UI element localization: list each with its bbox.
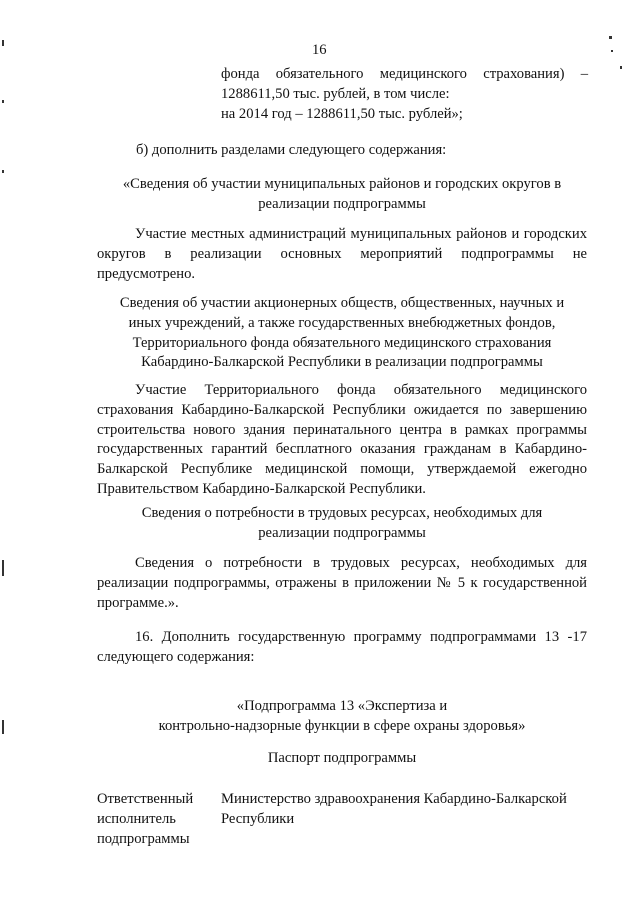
scan-artifact-right-3 <box>620 66 622 69</box>
section2-heading-line-3: Территориального фонда обязательного медицинского страхования <box>132 334 552 351</box>
section3-heading-line-2: реализации подпрограммы <box>258 524 426 541</box>
section1-body-line-2: округов в реализации основных мероприятий подпрограммы не <box>97 245 587 262</box>
item-16 <box>97 628 587 668</box>
section1-heading-line-2: реализации подпрограммы <box>258 195 426 212</box>
section3-body-line-3: программе.». <box>97 594 179 611</box>
fund-continuation <box>221 65 588 124</box>
section2-body-line-1: Участие Территориального фонда обязательного медицинского <box>135 382 587 398</box>
section2-heading-line-4: Кабардино-Балкарской Республики в реализации подпрограммы <box>141 354 543 371</box>
passport-row-label <box>97 789 193 849</box>
scan-artifact-right-2 <box>611 50 613 52</box>
passport-title: Паспорт подпрограммы <box>267 750 417 766</box>
section2-body-line-5: Балкарской Республике медицинской помощи, утверждаемой ежегодно <box>97 461 587 478</box>
scan-artifact-left-2 <box>2 100 4 103</box>
passport-label-line-1: Ответственный <box>97 791 194 807</box>
section2-body-line-2: страхования Кабардино-Балкарской Республики ожидается по завершению <box>97 401 587 418</box>
scan-artifact-right-1 <box>609 36 612 39</box>
section1-body-line-1: Участие местных администраций муниципальных районов и городских <box>135 226 587 242</box>
section1-heading-line-1: «Сведения об участии муниципальных районов и городских округов в <box>122 176 562 192</box>
item-b-text: б) дополнить разделами следующего содержания: <box>136 142 447 158</box>
section2-heading-line-1: Сведения об участии акционерных обществ, общественных, научных и <box>119 295 565 311</box>
section2-body-line-3: строительства нового здания перинатального центра в рамках программы <box>97 421 587 438</box>
section2-body-line-4: государственных гарантий бесплатного оказания гражданам в Кабардино- <box>97 441 587 458</box>
subprogram-title <box>97 697 587 737</box>
passport-label-line-3: подпрограммы <box>97 831 190 847</box>
passport-value-line-2: Республики <box>221 811 295 827</box>
scan-artifact-left-3 <box>2 170 4 173</box>
section3-body-line-1: Сведения о потребности в трудовых ресурсах, необходимых для <box>135 555 587 571</box>
item-16-line-2: следующего содержания: <box>97 648 255 665</box>
passport-label-line-2: исполнитель <box>97 811 176 827</box>
section1-body <box>97 225 587 284</box>
section2-heading-line-2: иных учреждений, а также государственных внебюджетных фондов, <box>128 314 556 331</box>
item-16-line-1: 16. Дополнить государственную программу подпрограммами 13 -17 <box>135 629 587 645</box>
section3-body-line-2: реализации подпрограммы, отражены в приложении № 5 к государственной <box>97 574 587 591</box>
section1-heading <box>97 175 587 215</box>
fund-line-1: фонда обязательного медицинского страхования) – <box>221 66 588 82</box>
section3-heading <box>97 504 587 544</box>
scan-artifact-left-1 <box>2 40 4 46</box>
section1-body-line-3: предусмотрено. <box>97 265 196 282</box>
fund-line-2: 1288611,50 тыс. рублей, в том числе: <box>221 85 450 102</box>
scan-artifact-left-5 <box>2 720 4 734</box>
passport-value-line-1: Министерство здравоохранения Кабардино-Балкарской <box>221 791 567 807</box>
fund-line-3: на 2014 год – 1288611,50 тыс. рублей»; <box>221 105 463 122</box>
section3-body <box>97 554 587 613</box>
subprogram-title-line-2: контрольно-надзорные функции в сфере охраны здоровья» <box>158 717 526 734</box>
page-number: 16 <box>312 42 327 58</box>
scan-artifact-left-4 <box>2 560 4 576</box>
subprogram-title-line-1: «Подпрограмма 13 «Экспертиза и <box>236 698 448 714</box>
section2-body-line-6: Правительством Кабардино-Балкарской Республики. <box>97 480 426 497</box>
section2-body <box>97 381 587 500</box>
section2-heading <box>97 294 587 373</box>
section3-heading-line-1: Сведения о потребности в трудовых ресурсах, необходимых для <box>141 505 543 521</box>
passport-row-value <box>221 789 567 829</box>
